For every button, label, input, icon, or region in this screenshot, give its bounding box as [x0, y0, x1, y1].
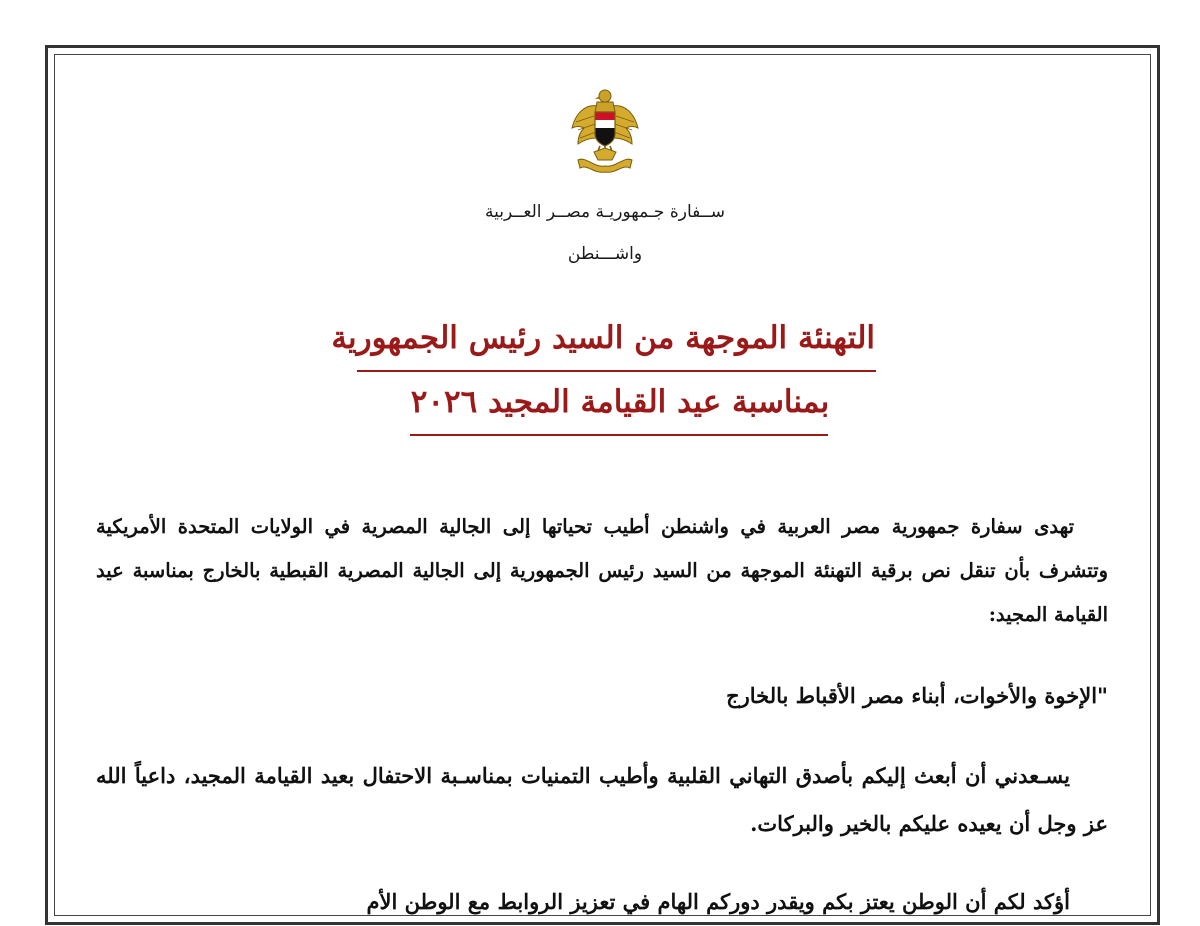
salutation-line: "الإخوة والأخوات، أبناء مصر الأقباط بالخارج: [726, 683, 1108, 708]
headline-occasion: بمناسبة عيد القيامة المجيد ٢٠٢٦: [410, 384, 830, 420]
next-paragraph-partial: أؤكد لكم أن الوطن يعتز بكم ويقدر دوركم الهام في تعزيز الروابط مع الوطن الأم: [366, 889, 1070, 914]
embassy-name: ســفارة جـمهوريـة مصــر العــربية: [485, 202, 725, 222]
eagle-emblem-icon: [566, 82, 644, 174]
embassy-city: واشـــنطن: [567, 244, 643, 264]
intro-paragraph: تهدى سفارة جمهورية مصر العربية في واشنطن أطيب تحياتها إلى الجالية المصرية في الولايات المتحدة الأمريكية وتتشرف بأن تنقل نص برقية التهنئة الموجهة من السيد رئيس الجمهورية إلى الجالية المصرية القبطية بالخارج بمناسبة عيد القيامة المجيد:: [96, 515, 1108, 626]
headline-title-underline: [357, 370, 876, 372]
headline-occasion-underline: [410, 434, 828, 436]
headline-title: التهنئة الموجهة من السيد رئيس الجمهورية: [331, 320, 875, 356]
greeting-message-paragraph: يسـعدني أن أبعث إليكم بأصدق التهاني القلبية وأطيب التمنيات بمناسـبة الاحتفال بعيد القيامة المجيد، داعياً الله عز وجل أن يعيده عليكم بالخير والبركات.: [96, 763, 1108, 836]
